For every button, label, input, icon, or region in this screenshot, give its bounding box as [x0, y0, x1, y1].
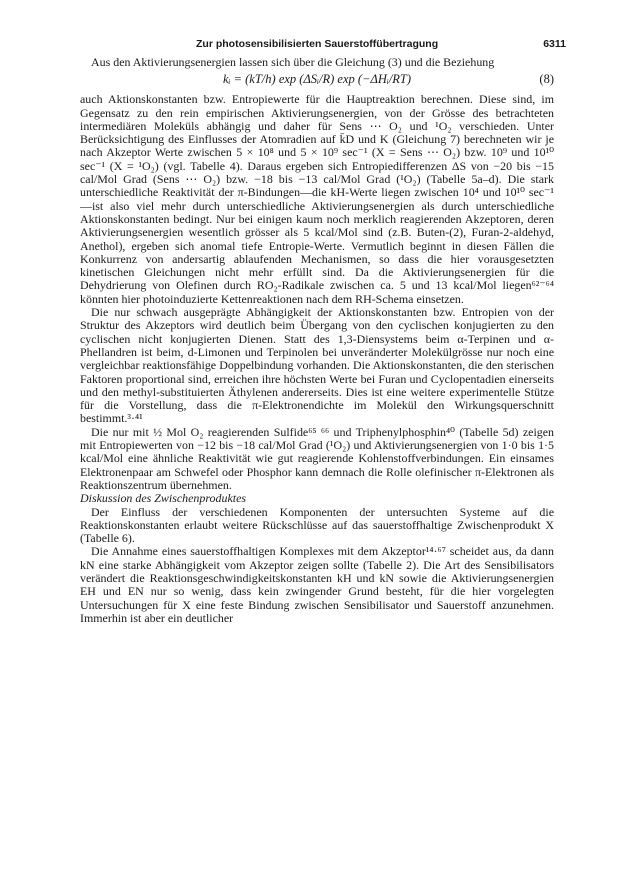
paragraph-3: Die nur mit ½ Mol O₂ reagierenden Sulfide⁶⁵ ⁶⁶ und Triphenylphosphin⁴⁰ (Tabelle 5d) zeigen mit Entropiewerten von −12 bis −18 cal/Mol Grad (¹O₂) und Aktivierungsenergien von 1·0 bis 1·5 kcal/Mol eine ähnliche Reaktivität wie gut reagierende Kohlenstoffverbindungen. Ein einsames Elektronenpaar am Schwefel oder Phosphor kann demnach die Rolle olefinischer π-Elektronen als Reaktionszentrum übernehmen.: [80, 424, 554, 492]
equation-8: [80, 71, 554, 90]
article-body: [80, 56, 554, 625]
running-title: Zur photosensibilisierten Sauerstoffübertragung: [196, 38, 439, 50]
section-title: Diskussion des Zwischenproduktes: [80, 491, 247, 506]
paragraph-5: Die Annahme eines sauerstoffhaltigen Komplexes mit dem Akzeptor¹⁴·⁶⁷ scheidet aus, da dann kN eine starke Abhängigkeit vom Akzeptor zeigen sollte (Tabelle 2). Die Art des Sensibilisators verändert die Reaktionsgeschwindigkeitskonstanten kH und kN sowie die Aktivierungsenergien EH und EN nur so wenig, dass kein zwingender Grund besteht, für die hier vorgelegten Untersuchungen für X eine feste Bindung zwischen Sensibilisator und Sauerstoff anzunehmen. Immerhin ist aber ein deutlicher: [80, 544, 554, 625]
paragraph-1: auch Aktionskonstanten bzw. Entropiewerte für die Hauptreaktion berechnen. Diese sind, im Gegensatz zu den rein empirischen Aktivierungsenergien, von der Grösse des betrachteten intermediären Moleküls abhängig und daher für Sens ⋯ O₂ und ¹O₂ verschieden. Unter Berücksichtigung des Einflusses der Atomradien auf k̄D und K (Gleichung 7) berechneten wir je nach Akzeptor Werte zwischen 5 × 10⁸ und 5 × 10⁹ sec⁻¹ (X = Sens ⋯ O₂) bzw. 10⁹ und 10¹⁰ sec⁻¹ (X = ¹O₂) (vgl. Tabelle 4). Daraus ergeben sich Entropiedifferenzen ΔS von −20 bis −15 cal/Mol Grad (Sens ⋯ O₂) bzw. −18 bis −13 cal/Mol Grad (¹O₂) (Tabelle 5a–d). Die stark unterschiedliche Reaktivität der π-Bindungen—die kH-Werte liegen zwischen 10⁴ und 10¹⁰ sec⁻¹—ist also viel mehr durch unterschiedliche Aktivierungsenergien als durch unterschiedliche Aktionskonstanten bedingt. Nur bei einigen kaum noch merklich reagierenden Akzeptoren, deren Aktivierungsenergien wesentlich grösser als 5 kcal/Mol sind (z.B. Buten-(2), Furan-2-aldehyd, Anethol), ergeben sich anomal tiefe Entropie-Werte. Vermutlich beginnt in diesen Fällen die Konkurrenz von andersartig ablaufenden Mechanismen, so dass die hier vorausgesetzten kinetischen Gleichungen nicht mehr erfüllt sind. Da die Aktivierungsenergien für die Dehydrierung von Olefinen durch RO₂-Radikale zwischen ca. 5 und 13 kcal/Mol liegen⁶²⁻⁶⁴ könnten hier photoinduzierte Kettenreaktionen nach dem RH-Schema einsetzen.: [80, 92, 554, 306]
running-header: [196, 38, 566, 54]
equation-formula: kᵢ = (kT/h) exp (ΔSᵢ/R) exp (−ΔHᵢ/RT): [222, 72, 412, 87]
page-number: 6311: [543, 38, 566, 50]
paragraph-2: Die nur schwach ausgeprägte Abhängigkeit der Aktionskonstanten bzw. Entropien von der Struktur des Akzeptors wird deutlich beim Übergang von den cyclischen konjugierten zu den cyclischen nicht konjugierten Dienen. Statt des 1,3-Diensystems beim α-Terpinen und α-Phellandren ist beim, d-Limonen und Terpinolen bei unveränderter Molekülgrösse nur noch eine vergleichbar reaktionsfähige Doppelbindung vorhanden. Die Aktionskonstanten, die den sterischen Faktoren proportional sind, erreichen ihre höchsten Werte bei Furan und Cyclopentadien einerseits und den methyl-substituierten Äthylenen andererseits. Dies ist eine weitere experimentelle Stütze für die Vorstellung, dass die π-Elektronendichte im Molekül den Wirkungsquerschnitt bestimmt.³·⁴¹: [80, 305, 554, 426]
equation-number: (8): [539, 72, 554, 87]
paragraph-4: Der Einfluss der verschiedenen Komponenten der untersuchten Systeme auf die Reaktionskonstanten erlaubt weitere Rückschlüsse auf das sauerstoffhaltige Zwischenprodukt X (Tabelle 6).: [80, 504, 554, 546]
intro-line: Aus den Aktivierungsenergien lassen sich über die Gleichung (3) und die Beziehung: [91, 55, 495, 69]
